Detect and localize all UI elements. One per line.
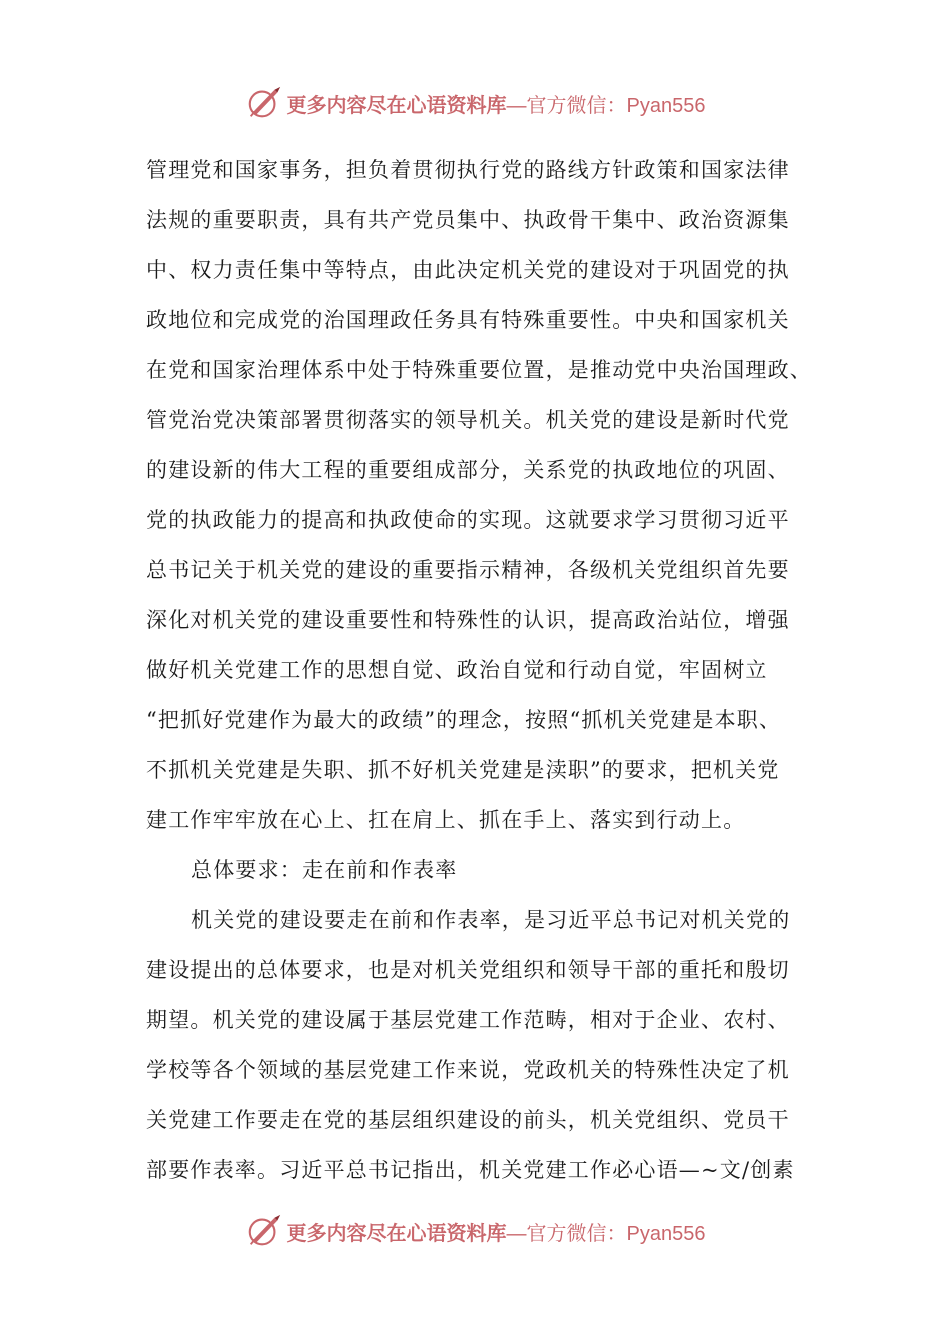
text-line: 关党建工作要走在党的基层组织建设的前头，机关党组织、党员干 <box>146 1108 790 1132</box>
banner-wechat-text: —官方微信：Pyan556 <box>506 1222 706 1245</box>
text-line: 法规的重要职责，具有共产党员集中、执政骨干集中、政治资源集 <box>146 208 790 232</box>
footer-banner <box>0 1207 950 1255</box>
text-line: 做好机关党建工作的思想自觉、政治自觉和行动自觉，牢固树立 <box>146 658 768 682</box>
banner-brand-text: 更多内容尽在心语资料库 <box>286 1220 507 1245</box>
text-line: 期望。机关党的建设属于基层党建工作范畴，相对于企业、农村、 <box>146 1008 790 1032</box>
quill-pen-logo-icon <box>245 1212 283 1250</box>
banner-wechat-text: —官方微信：Pyan556 <box>506 94 706 117</box>
text-line: 部要作表率。习近平总书记指出，机关党建工作必心语—~文/创素 <box>146 1158 795 1182</box>
text-line: 管理党和国家事务，担负着贯彻执行党的路线方针政策和国家法律 <box>146 158 790 182</box>
banner-brand-text: 更多内容尽在心语资料库 <box>286 92 507 117</box>
text-line: 在党和国家治理体系中处于特殊重要位置，是推动党中央治国理政、 <box>146 358 812 382</box>
section-heading: 总体要求：走在前和作表率 <box>191 858 458 882</box>
text-line: “把抓好党建作为最大的政绩”的理念，按照“抓机关党建是本职、 <box>146 708 782 732</box>
text-line: 不抓机关党建是失职、抓不好机关党建是渎职”的要求，把机关党 <box>146 758 780 782</box>
text-line: 机关党的建设要走在前和作表率，是习近平总书记对机关党的 <box>191 908 791 932</box>
text-line: 中、权力责任集中等特点，由此决定机关党的建设对于巩固党的执 <box>146 258 790 282</box>
document-body <box>146 145 846 1195</box>
quill-pen-logo-icon <box>245 84 283 122</box>
text-line: 政地位和完成党的治国理政任务具有特殊重要性。中央和国家机关 <box>146 308 790 332</box>
text-line: 管党治党决策部署贯彻落实的领导机关。机关党的建设是新时代党 <box>146 408 790 432</box>
text-line: 学校等各个领域的基层党建工作来说，党政机关的特殊性决定了机 <box>146 1058 790 1082</box>
text-line: 总书记关于机关党的建设的重要指示精神，各级机关党组织首先要 <box>146 558 790 582</box>
header-banner <box>0 79 950 127</box>
text-line: 党的执政能力的提高和执政使命的实现。这就要求学习贯彻习近平 <box>146 508 790 532</box>
text-line: 的建设新的伟大工程的重要组成部分，关系党的执政地位的巩固、 <box>146 458 790 482</box>
text-line: 建设提出的总体要求，也是对机关党组织和领导干部的重托和殷切 <box>146 958 790 982</box>
text-line: 深化对机关党的建设重要性和特殊性的认识，提高政治站位，增强 <box>146 608 790 632</box>
text-line: 建工作牢牢放在心上、扛在肩上、抓在手上、落实到行动上。 <box>146 808 746 832</box>
